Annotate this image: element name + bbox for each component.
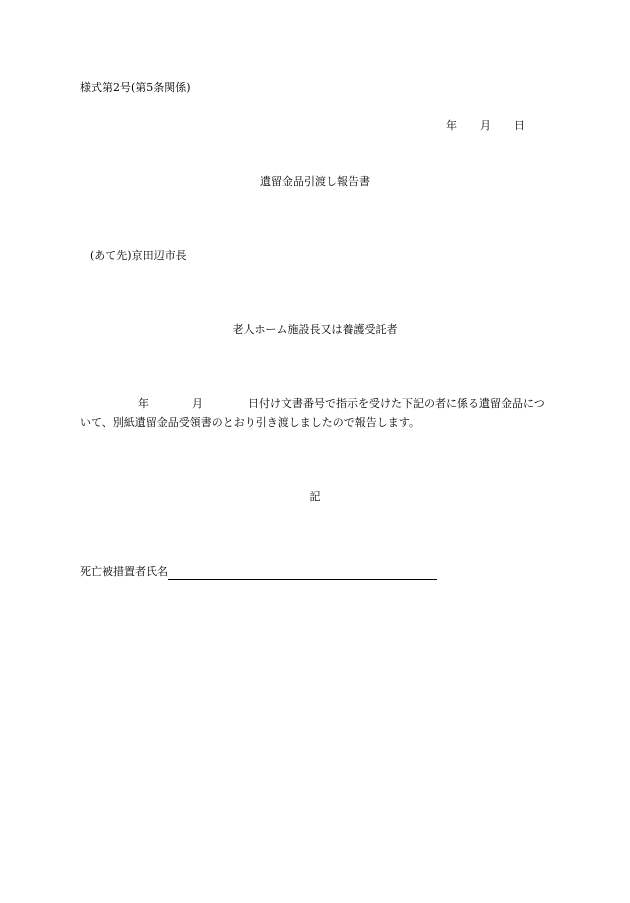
deceased-name-field[interactable] <box>168 565 437 580</box>
ki-heading: 記 <box>309 490 321 503</box>
body-month-label: 月 <box>192 397 203 410</box>
date-year-label: 年 <box>446 119 457 132</box>
date-line <box>446 119 525 133</box>
deceased-name-row <box>80 564 437 579</box>
document-title: 遺留金品引渡し報告書 <box>260 175 370 188</box>
body-line-2: いて、別紙遺留金品受領書のとおり引き渡しましたので報告します。 <box>80 416 420 429</box>
form-number: 様式第2号(第5条関係) <box>80 81 191 94</box>
deceased-name-label: 死亡被措置者氏名 <box>80 565 168 578</box>
date-day-label: 日 <box>514 119 525 132</box>
body-line-1-text: 日付け文書番号で指示を受けた下記の者に係る遺留金品につ <box>248 397 545 410</box>
date-month-label: 月 <box>480 119 491 132</box>
addressee: (あて先)京田辺市長 <box>90 249 187 262</box>
body-year-label: 年 <box>138 397 149 410</box>
body-line-1 <box>80 397 560 411</box>
sender: 老人ホーム施設長又は養護受託者 <box>232 323 398 336</box>
